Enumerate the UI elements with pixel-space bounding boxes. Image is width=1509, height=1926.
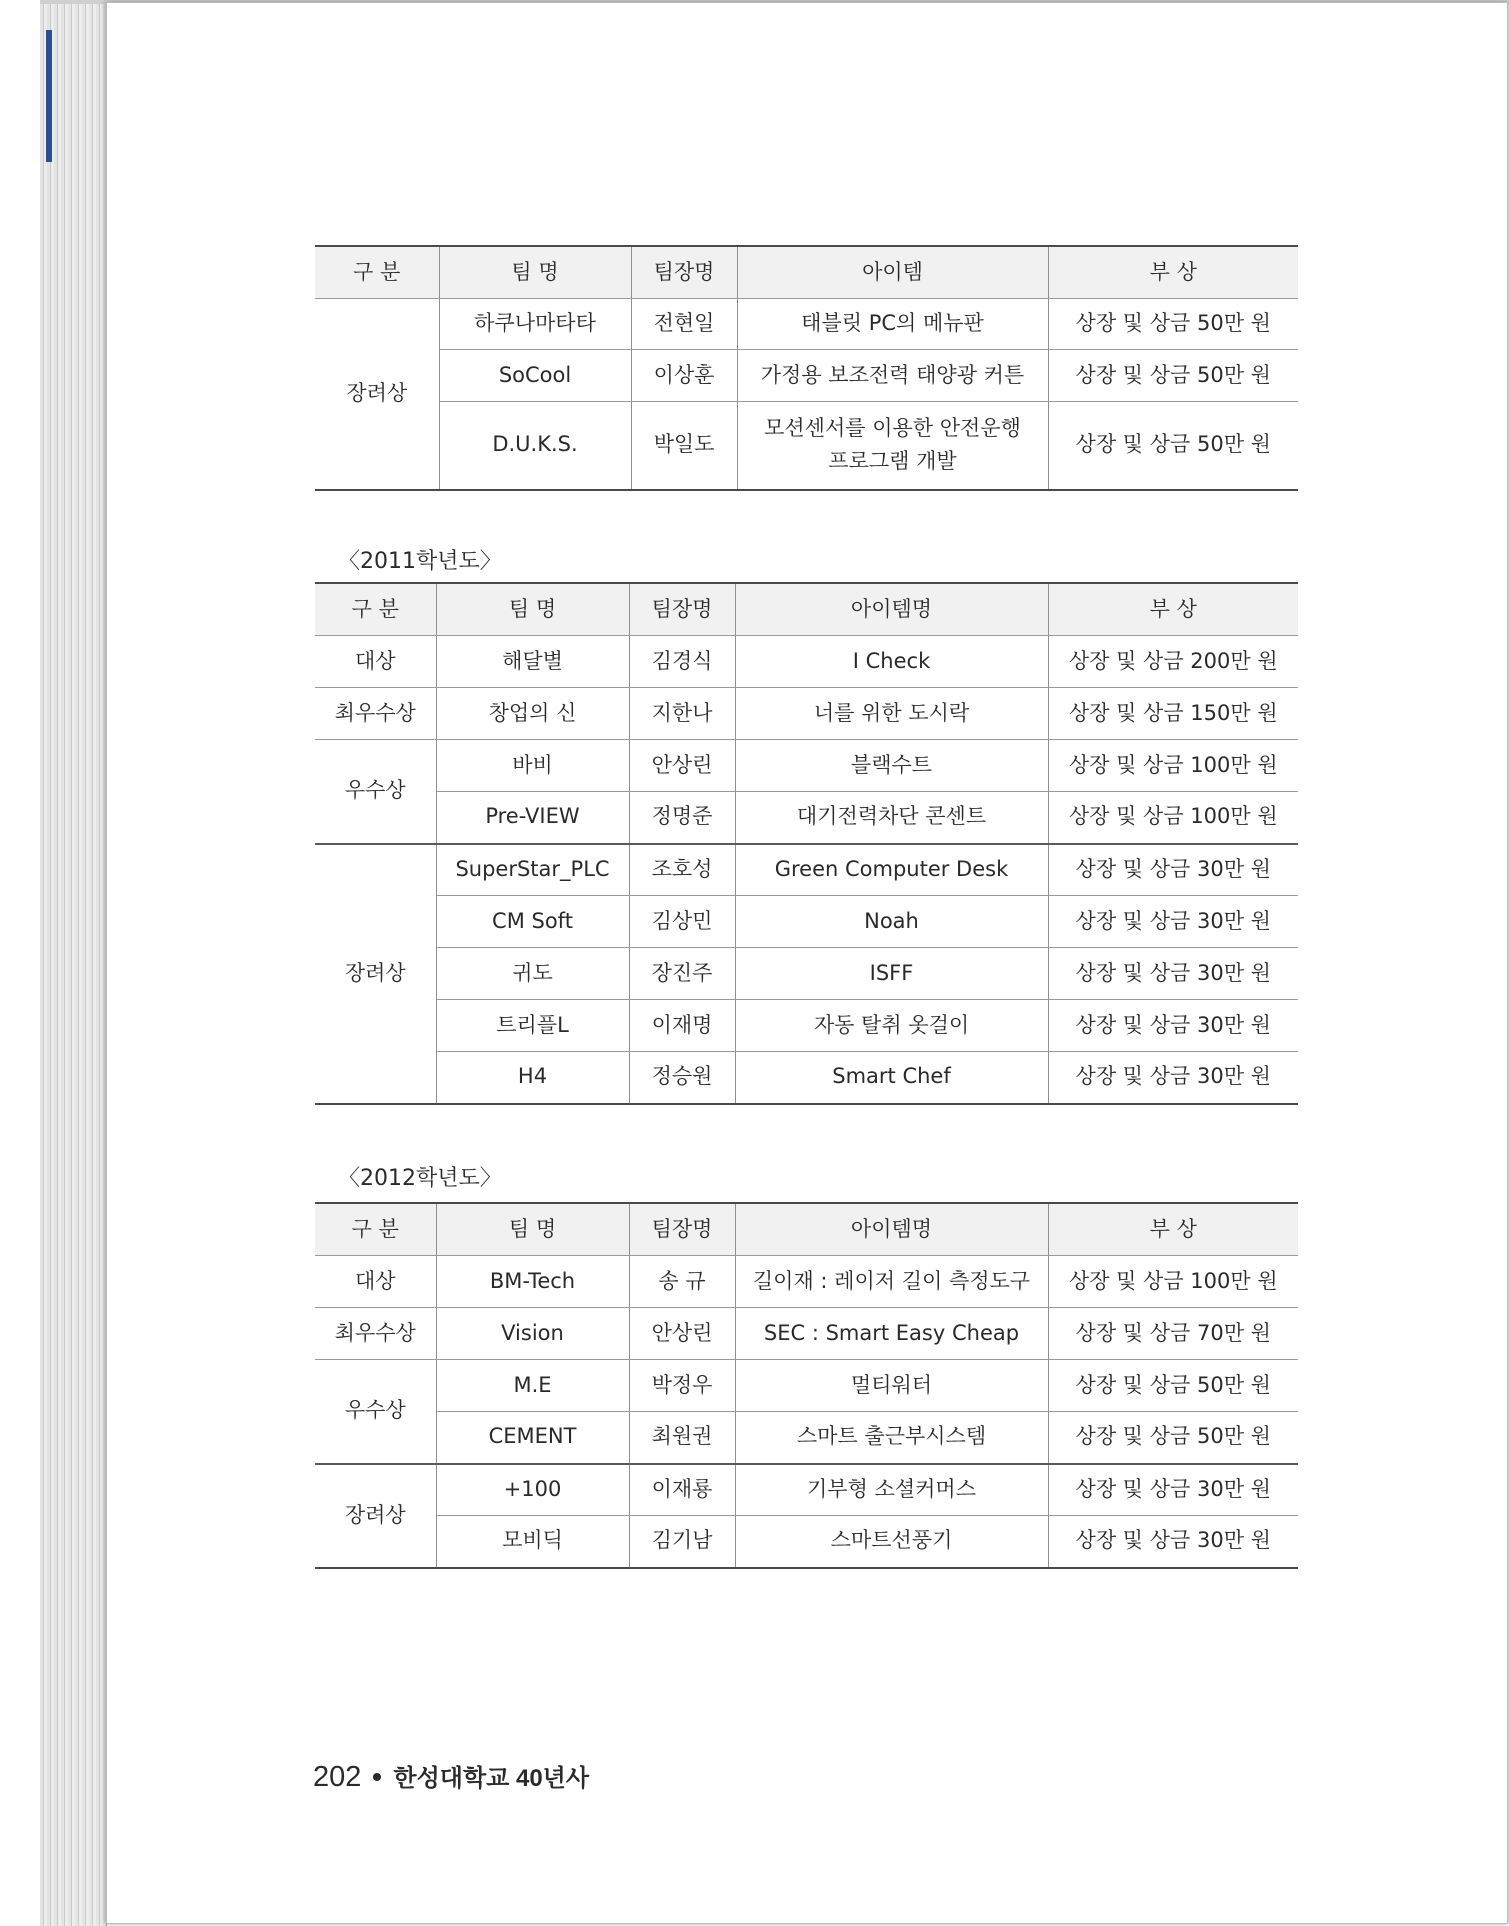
table-row <box>315 1412 1298 1464</box>
prize-cell: 상장 및 상금 30만 원 <box>1048 844 1298 896</box>
team-cell: CM Soft <box>436 896 629 948</box>
prize-cell: 상장 및 상금 30만 원 <box>1048 1464 1298 1516</box>
book-page-edges <box>40 0 107 1926</box>
item-cell: 스마트 출근부시스템 <box>735 1412 1048 1464</box>
award-table-continued <box>315 245 1298 491</box>
leader-cell: 이재룡 <box>629 1464 735 1516</box>
team-cell: M.E <box>436 1360 629 1412</box>
table-row <box>315 350 1298 402</box>
category-cell: 대상 <box>315 1256 436 1308</box>
table-row <box>315 792 1298 844</box>
item-cell: 자동 탈취 옷걸이 <box>735 1000 1048 1052</box>
prize-cell: 상장 및 상금 30만 원 <box>1048 896 1298 948</box>
header-prize: 부 상 <box>1048 583 1298 636</box>
table-row <box>315 688 1298 740</box>
team-cell: 트리플L <box>436 1000 629 1052</box>
item-cell: I Check <box>735 636 1048 688</box>
header-category: 구 분 <box>315 1203 436 1256</box>
page-number: 202 <box>313 1761 362 1793</box>
team-cell: BM-Tech <box>436 1256 629 1308</box>
year-caption-2011: 〈2011학년도〉 <box>338 549 502 574</box>
leader-cell: 박정우 <box>629 1360 735 1412</box>
table-row <box>315 1516 1298 1568</box>
book-title: 한성대학교 40년사 <box>393 1765 590 1792</box>
category-cell: 장려상 <box>315 299 439 490</box>
category-cell: 장려상 <box>315 844 436 1104</box>
leader-cell: 정승원 <box>629 1052 735 1104</box>
team-cell: SuperStar_PLC <box>436 844 629 896</box>
table-header-row <box>315 583 1298 636</box>
team-cell: 창업의 신 <box>436 688 629 740</box>
team-cell: H4 <box>436 1052 629 1104</box>
award-table-2012 <box>315 1202 1298 1569</box>
leader-cell: 장진주 <box>629 948 735 1000</box>
prize-cell: 상장 및 상금 200만 원 <box>1048 636 1298 688</box>
header-team: 팀 명 <box>436 1203 629 1256</box>
prize-cell: 상장 및 상금 50만 원 <box>1048 299 1298 350</box>
prize-cell: 상장 및 상금 100만 원 <box>1048 792 1298 844</box>
header-leader: 팀장명 <box>629 583 735 636</box>
item-cell: 대기전력차단 콘센트 <box>735 792 1048 844</box>
table-row <box>315 1464 1298 1516</box>
leader-cell: 정명준 <box>629 792 735 844</box>
table-row <box>315 1308 1298 1360</box>
prize-cell: 상장 및 상금 50만 원 <box>1048 350 1298 402</box>
prize-cell: 상장 및 상금 100만 원 <box>1048 740 1298 792</box>
team-cell: 모비딕 <box>436 1516 629 1568</box>
award-table-2011 <box>315 582 1298 1105</box>
team-cell: 해달별 <box>436 636 629 688</box>
item-cell: 너를 위한 도시락 <box>735 688 1048 740</box>
header-prize: 부 상 <box>1048 1203 1298 1256</box>
bullet-dot <box>373 1773 381 1781</box>
leader-cell: 김기남 <box>629 1516 735 1568</box>
team-cell: 귀도 <box>436 948 629 1000</box>
header-team: 팀 명 <box>436 583 629 636</box>
prize-cell: 상장 및 상금 30만 원 <box>1048 1000 1298 1052</box>
prize-cell: 상장 및 상금 50만 원 <box>1048 402 1298 490</box>
header-category: 구 분 <box>315 246 439 299</box>
leader-cell: 최원권 <box>629 1412 735 1464</box>
leader-cell: 김상민 <box>629 896 735 948</box>
item-cell: SEC : Smart Easy Cheap <box>735 1308 1048 1360</box>
header-leader: 팀장명 <box>629 1203 735 1256</box>
team-cell: CEMENT <box>436 1412 629 1464</box>
prize-cell: 상장 및 상금 50만 원 <box>1048 1412 1298 1464</box>
item-line: 모션센서를 이용한 안전운행 <box>764 415 1021 440</box>
header-leader: 팀장명 <box>631 246 737 299</box>
prize-cell: 상장 및 상금 30만 원 <box>1048 1052 1298 1104</box>
header-team: 팀 명 <box>439 246 631 299</box>
team-cell: SoCool <box>439 350 631 402</box>
table-row <box>315 402 1298 490</box>
header-item: 아이템명 <box>735 583 1048 636</box>
table-row <box>315 1256 1298 1308</box>
header-item: 아이템명 <box>735 1203 1048 1256</box>
prize-cell: 상장 및 상금 50만 원 <box>1048 1360 1298 1412</box>
leader-cell: 전현일 <box>631 299 737 350</box>
item-cell: 가정용 보조전력 태양광 커튼 <box>737 350 1048 402</box>
team-cell: D.U.K.S. <box>439 402 631 490</box>
header-item: 아이템 <box>737 246 1048 299</box>
leader-cell: 이상훈 <box>631 350 737 402</box>
table-row <box>315 636 1298 688</box>
item-cell: 태블릿 PC의 메뉴판 <box>737 299 1048 350</box>
table-row <box>315 948 1298 1000</box>
table-row <box>315 896 1298 948</box>
item-cell: Noah <box>735 896 1048 948</box>
prize-cell: 상장 및 상금 100만 원 <box>1048 1256 1298 1308</box>
prize-cell: 상장 및 상금 30만 원 <box>1048 1516 1298 1568</box>
table-row <box>315 299 1298 350</box>
page-footer <box>313 1758 589 1794</box>
item-cell: 길이재 : 레이저 길이 측정도구 <box>735 1256 1048 1308</box>
category-cell: 대상 <box>315 636 436 688</box>
prize-cell: 상장 및 상금 30만 원 <box>1048 948 1298 1000</box>
table-row <box>315 1000 1298 1052</box>
team-cell: 바비 <box>436 740 629 792</box>
item-line: 프로그램 개발 <box>828 449 957 474</box>
table-row <box>315 844 1298 896</box>
year-caption-2012: 〈2012학년도〉 <box>338 1166 502 1191</box>
leader-cell: 안상린 <box>629 740 735 792</box>
item-cell: ISFF <box>735 948 1048 1000</box>
category-cell: 우수상 <box>315 1360 436 1464</box>
category-cell: 최우수상 <box>315 688 436 740</box>
leader-cell: 송 규 <box>629 1256 735 1308</box>
leader-cell: 조호성 <box>629 844 735 896</box>
table-row <box>315 1052 1298 1104</box>
leader-cell: 지한나 <box>629 688 735 740</box>
header-prize: 부 상 <box>1048 246 1298 299</box>
team-cell: +100 <box>436 1464 629 1516</box>
table-header-row <box>315 1203 1298 1256</box>
table-row <box>315 1360 1298 1412</box>
header-category: 구 분 <box>315 583 436 636</box>
team-cell: Pre-VIEW <box>436 792 629 844</box>
category-cell: 최우수상 <box>315 1308 436 1360</box>
team-cell: 하쿠나마타타 <box>439 299 631 350</box>
item-cell: 스마트선풍기 <box>735 1516 1048 1568</box>
item-cell: 멀티워터 <box>735 1360 1048 1412</box>
item-cell: 블랙수트 <box>735 740 1048 792</box>
table-row <box>315 740 1298 792</box>
team-cell: Vision <box>436 1308 629 1360</box>
leader-cell: 김경식 <box>629 636 735 688</box>
item-cell: Green Computer Desk <box>735 844 1048 896</box>
item-cell: 기부형 소셜커머스 <box>735 1464 1048 1516</box>
item-cell <box>737 402 1048 490</box>
leader-cell: 박일도 <box>631 402 737 490</box>
table-header-row <box>315 246 1298 299</box>
leader-cell: 안상린 <box>629 1308 735 1360</box>
category-cell: 우수상 <box>315 740 436 844</box>
category-cell: 장려상 <box>315 1464 436 1568</box>
prize-cell: 상장 및 상금 150만 원 <box>1048 688 1298 740</box>
item-cell: Smart Chef <box>735 1052 1048 1104</box>
prize-cell: 상장 및 상금 70만 원 <box>1048 1308 1298 1360</box>
leader-cell: 이재명 <box>629 1000 735 1052</box>
